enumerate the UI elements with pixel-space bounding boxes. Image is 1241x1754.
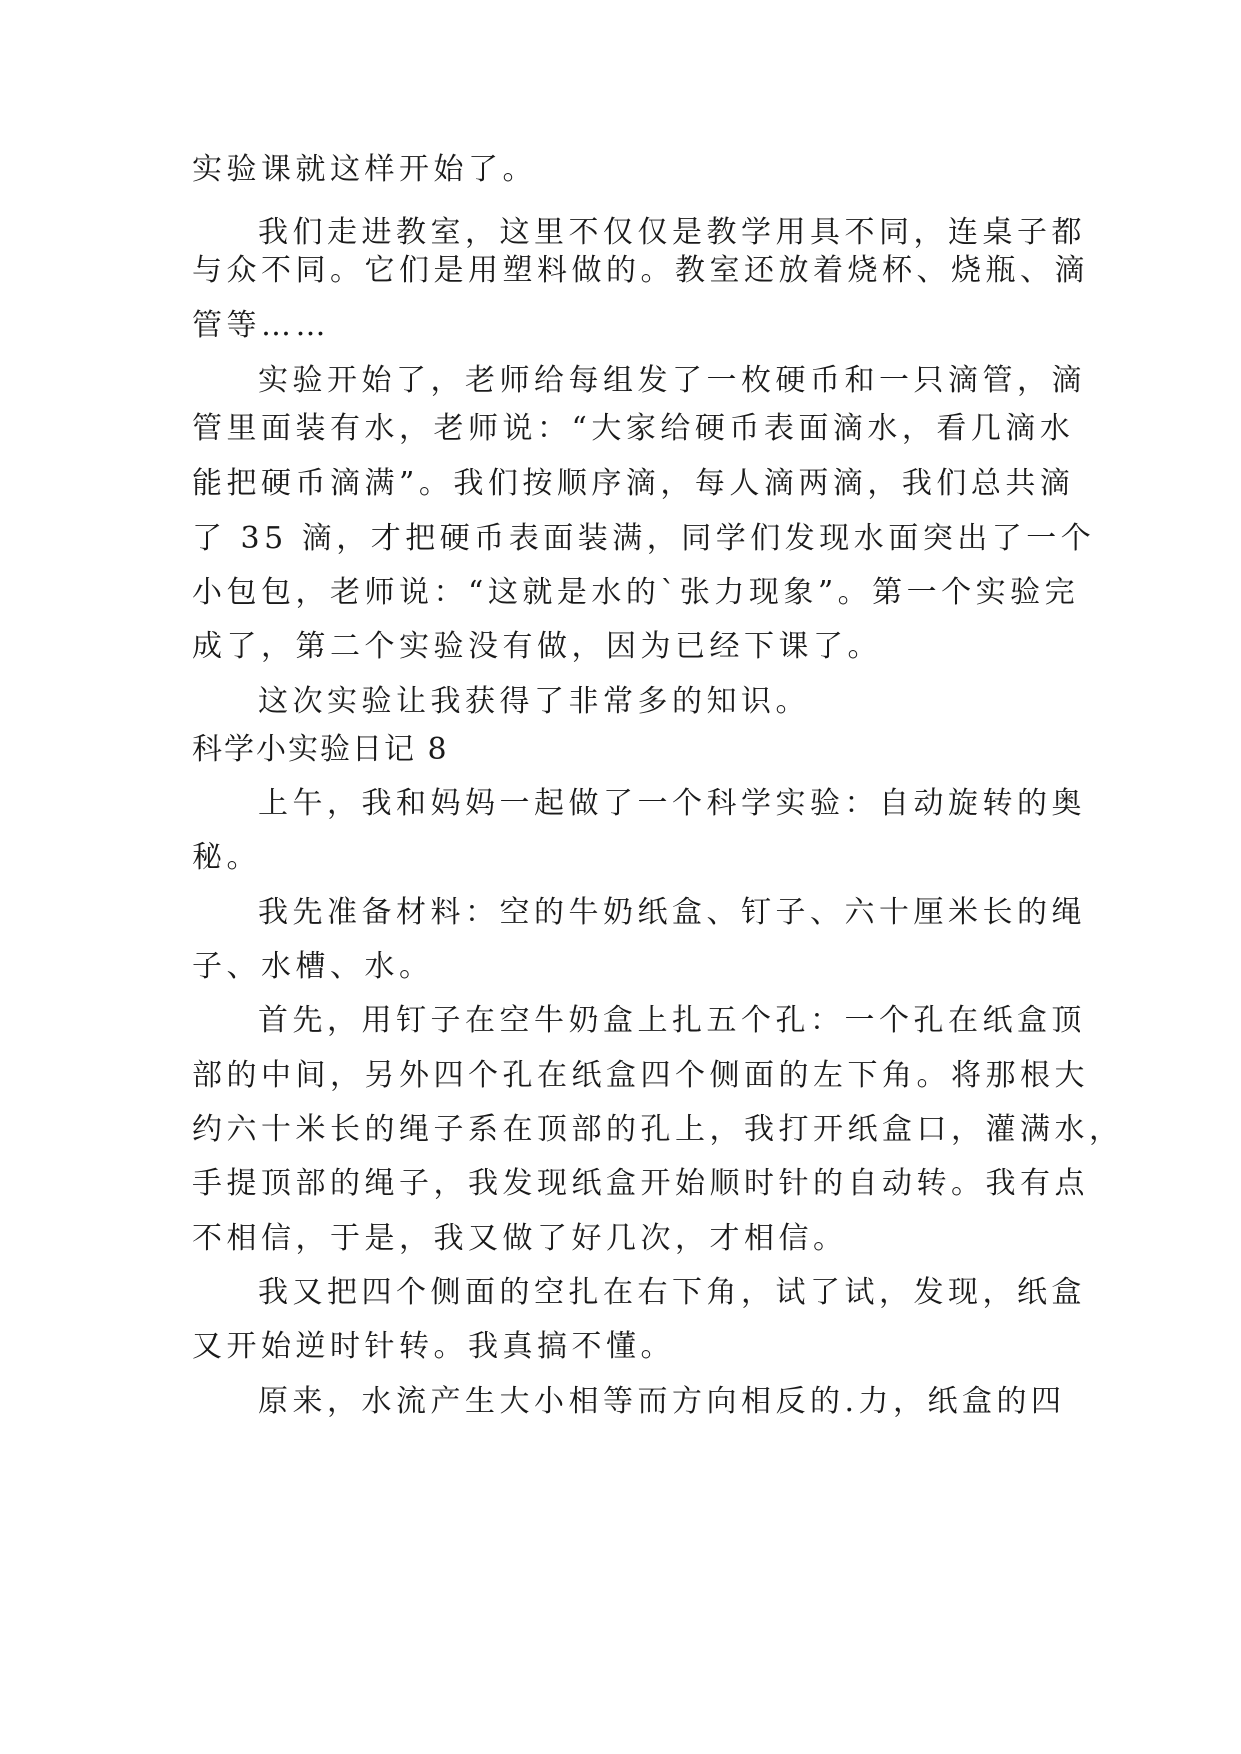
paragraph-start-line: 这次实验让我获得了非常多的知识。 [258, 684, 810, 719]
paragraph-start-line: 实验开始了，老师给每组发了一枚硬币和一只滴管，滴 [258, 363, 1086, 398]
paragraph-start-line: 首先，用钉子在空牛奶盒上扎五个孔：一个孔在纸盒顶 [258, 1003, 1086, 1038]
text-line: 又开始逆时针转。我真搞不懂。 [192, 1329, 675, 1364]
text-line: 与众不同。它们是用塑料做的。教室还放着烧杯、烧瓶、滴 [192, 253, 1089, 288]
paragraph-start-line: 我先准备材料：空的牛奶纸盒、钉子、六十厘米长的绳 [258, 895, 1086, 930]
text-line: 管等…… [192, 308, 330, 343]
text-line: 管里面装有水，老师说：“大家给硬币表面滴水，看几滴水 [192, 411, 1075, 446]
text-line: 能把硬币滴满”。我们按顺序滴，每人滴两滴，我们总共滴 [192, 466, 1075, 501]
text-line: 秘。 [192, 840, 261, 875]
text-line: 不相信，于是，我又做了好几次，才相信。 [192, 1221, 848, 1256]
paragraph-start-line: 我又把四个侧面的空扎在右下角，试了试，发现，纸盒 [258, 1275, 1086, 1310]
text-line: 部的中间，另外四个孔在纸盒四个侧面的左下角。将那根大 [192, 1058, 1089, 1093]
text-line: 手提顶部的绳子，我发现纸盒开始顺时针的自动转。我有点 [192, 1166, 1089, 1201]
section-heading: 科学小实验日记 8 [192, 732, 449, 767]
paragraph-start-line: 上午，我和妈妈一起做了一个科学实验：自动旋转的奥 [258, 786, 1086, 821]
text-line: 小包包，老师说：“这就是水的`张力现象”。第一个实验完 [192, 575, 1080, 610]
paragraph-start-line: 原来，水流产生大小相等而方向相反的.力，纸盒的四 [258, 1384, 1066, 1419]
text-line: 约六十米长的绳子系在顶部的孔上，我打开纸盒口，灌满水， [192, 1112, 1124, 1147]
paragraph-start-line: 我们走进教室，这里不仅仅是教学用具不同，连桌子都 [258, 215, 1086, 250]
text-line: 了 35 滴，才把硬币表面装满，同学们发现水面突出了一个 [192, 521, 1096, 556]
text-line: 子、水槽、水。 [192, 949, 434, 984]
text-line: 成了，第二个实验没有做，因为已经下课了。 [192, 629, 882, 664]
text-line: 实验课就这样开始了。 [192, 152, 537, 187]
